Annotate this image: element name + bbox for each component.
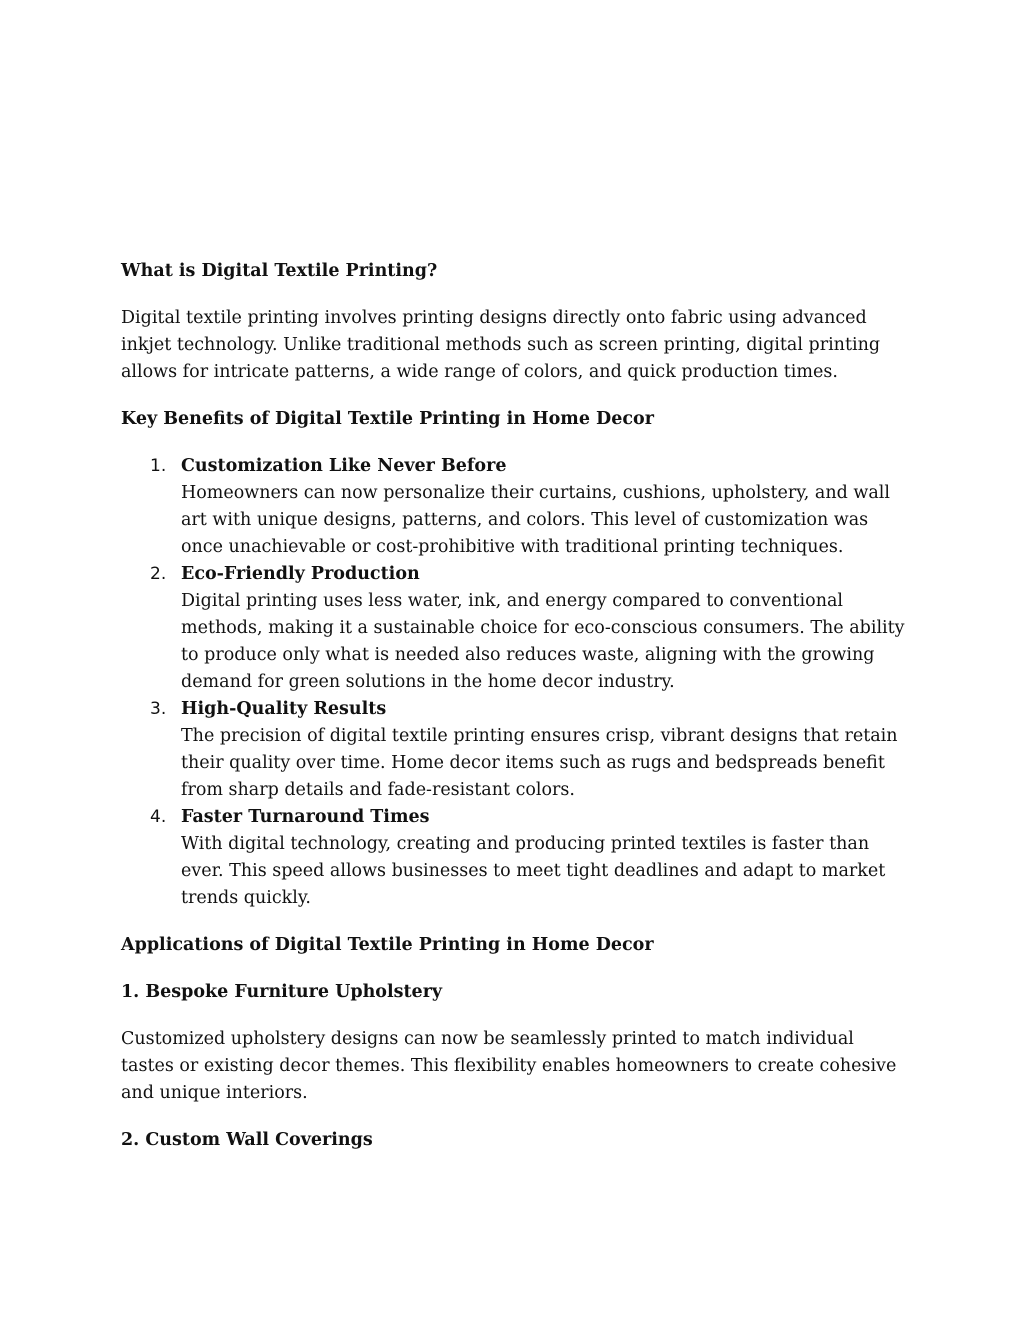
subheading-wall-coverings: 2. Custom Wall Coverings [121,1130,373,1150]
list-item [121,453,910,561]
section-heading-what-is: What is Digital Textile Printing? [121,261,438,281]
benefit-title: Eco-Friendly Production [181,564,420,584]
list-number: 3. [150,699,167,719]
list-item [121,561,910,696]
list-item [121,804,910,912]
benefit-body: Homeowners can now personalize their curtains, cushions, upholstery, and wall art with unique designs, patterns, and colors. This level of customization was once unachievable or cost-prohibitive with traditional printing techniques. [181,483,890,557]
paragraph-furniture-upholstery: Customized upholstery designs can now be seamlessly printed to match individual tastes or existing decor themes. This flexibility enables homeowners to create cohesive and unique interiors. [121,1029,897,1103]
section-heading-key-benefits: Key Benefits of Digital Textile Printing in Home Decor [121,409,654,429]
benefit-title: Faster Turnaround Times [181,807,430,827]
paragraph-what-is: Digital textile printing involves printing designs directly onto fabric using advanced inkjet technology. Unlike traditional methods such as screen printing, digital printing allows for intricate patterns, a wide range of colors, and quick production times. [121,308,881,382]
benefit-body: The precision of digital textile printing ensures crisp, vibrant designs that retain their quality over time. Home decor items such as rugs and bedspreads benefit from sharp details and fade-resistant colors. [181,726,898,800]
benefit-title: High-Quality Results [181,699,387,719]
list-number: 2. [150,564,167,584]
benefit-title: Customization Like Never Before [181,456,507,476]
benefit-body: Digital printing uses less water, ink, and energy compared to conventional methods, making it a sustainable choice for eco-conscious consumers. The ability to produce only what is needed also reduces waste, aligning with the growing demand for green solutions in the home decor industry. [181,591,905,692]
list-number: 4. [150,807,167,827]
subheading-furniture-upholstery: 1. Bespoke Furniture Upholstery [121,982,443,1002]
list-number: 1. [150,456,167,476]
list-item [121,696,910,804]
benefit-body: With digital technology, creating and producing printed textiles is faster than ever. This speed allows businesses to meet tight deadlines and adapt to market trends quickly. [181,834,886,908]
benefits-list [121,453,910,912]
section-heading-applications: Applications of Digital Textile Printing in Home Decor [121,935,654,955]
